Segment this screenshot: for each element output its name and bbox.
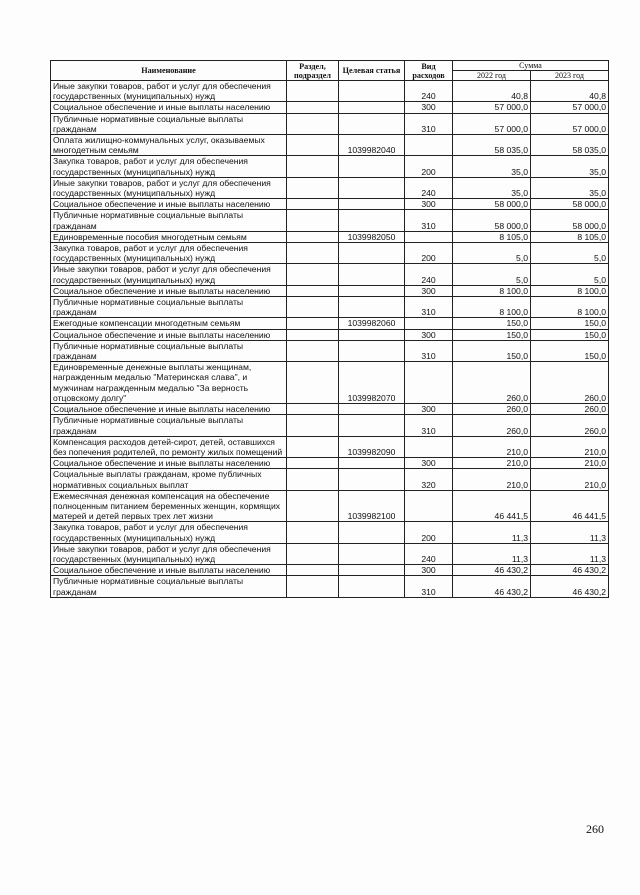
- row-name: Иные закупки товаров, работ и услуг для обеспечения государственных (муниципальных) нужд: [51, 543, 287, 564]
- row-sum-2022: 8 105,0: [453, 231, 531, 242]
- row-target: [339, 458, 405, 469]
- row-name: Публичные нормативные социальные выплаты гражданам: [51, 113, 287, 134]
- row-sum-2022: 35,0: [453, 156, 531, 177]
- row-section: [287, 297, 339, 318]
- row-sum-2023: 210,0: [531, 469, 609, 490]
- row-section: [287, 490, 339, 522]
- row-sum-2022: 40,8: [453, 81, 531, 102]
- row-name: Иные закупки товаров, работ и услуг для обеспечения государственных (муниципальных) нужд: [51, 81, 287, 102]
- row-target: [339, 113, 405, 134]
- table-row: [51, 264, 609, 285]
- table-row: [51, 404, 609, 415]
- row-sum-2022: 57 000,0: [453, 102, 531, 113]
- row-section: [287, 576, 339, 597]
- row-name: Социальное обеспечение и иные выплаты населению: [51, 102, 287, 113]
- row-section: [287, 113, 339, 134]
- row-section: [287, 340, 339, 361]
- row-name: Компенсация расходов детей-сирот, детей, оставшихся без попечения родителей, по ремонту жилых помещений: [51, 436, 287, 457]
- row-kind: 310: [405, 576, 453, 597]
- table-row: [51, 329, 609, 340]
- row-section: [287, 135, 339, 156]
- row-section: [287, 436, 339, 457]
- row-target: [339, 177, 405, 198]
- row-name: Публичные нормативные социальные выплаты гражданам: [51, 297, 287, 318]
- table-row: [51, 113, 609, 134]
- row-section: [287, 156, 339, 177]
- row-sum-2022: 35,0: [453, 177, 531, 198]
- row-kind: [405, 362, 453, 404]
- row-sum-2023: 260,0: [531, 362, 609, 404]
- table-row: [51, 469, 609, 490]
- row-kind: 310: [405, 415, 453, 436]
- row-target: [339, 340, 405, 361]
- row-target: [339, 543, 405, 564]
- row-section: [287, 458, 339, 469]
- row-name: Закупка товаров, работ и услуг для обеспечения государственных (муниципальных) нужд: [51, 243, 287, 264]
- row-kind: 300: [405, 285, 453, 296]
- header-name: Наименование: [51, 61, 287, 81]
- row-kind: 310: [405, 113, 453, 134]
- table-row: [51, 362, 609, 404]
- row-sum-2023: 150,0: [531, 329, 609, 340]
- row-target: [339, 210, 405, 231]
- table-row: [51, 135, 609, 156]
- row-sum-2023: 11,3: [531, 543, 609, 564]
- table-row: [51, 576, 609, 597]
- row-name: Закупка товаров, работ и услуг для обеспечения государственных (муниципальных) нужд: [51, 156, 287, 177]
- row-kind: 300: [405, 565, 453, 576]
- row-kind: 310: [405, 340, 453, 361]
- row-sum-2023: 57 000,0: [531, 102, 609, 113]
- table-row: [51, 199, 609, 210]
- header-target: Целевая статья: [339, 61, 405, 81]
- row-section: [287, 565, 339, 576]
- row-kind: 240: [405, 81, 453, 102]
- row-name: Единовременные денежные выплаты женщинам, награжденным медалью "Материнская слава", и мужчинам награжденным медалью "За верность отцовскому долгу": [51, 362, 287, 404]
- row-name: Иные закупки товаров, работ и услуг для обеспечения государственных (муниципальных) нужд: [51, 264, 287, 285]
- row-target: [339, 522, 405, 543]
- row-target: 1039982100: [339, 490, 405, 522]
- row-section: [287, 329, 339, 340]
- row-sum-2022: 5,0: [453, 243, 531, 264]
- row-name: Социальное обеспечение и иные выплаты населению: [51, 329, 287, 340]
- row-sum-2022: 210,0: [453, 458, 531, 469]
- table-row: [51, 243, 609, 264]
- row-sum-2022: 8 100,0: [453, 285, 531, 296]
- row-target: [339, 156, 405, 177]
- row-name: Социальное обеспечение и иные выплаты населению: [51, 285, 287, 296]
- row-section: [287, 285, 339, 296]
- row-sum-2022: 11,3: [453, 522, 531, 543]
- row-name: Социальное обеспечение и иные выплаты населению: [51, 199, 287, 210]
- row-sum-2023: 58 000,0: [531, 199, 609, 210]
- row-kind: 300: [405, 102, 453, 113]
- row-kind: 240: [405, 177, 453, 198]
- row-name: Единовременные пособия многодетным семьям: [51, 231, 287, 242]
- row-section: [287, 102, 339, 113]
- row-kind: 300: [405, 458, 453, 469]
- table-row: [51, 543, 609, 564]
- row-target: 1039982060: [339, 318, 405, 329]
- row-name: Публичные нормативные социальные выплаты гражданам: [51, 415, 287, 436]
- row-target: [339, 264, 405, 285]
- row-section: [287, 199, 339, 210]
- row-sum-2023: 11,3: [531, 522, 609, 543]
- row-sum-2023: 260,0: [531, 404, 609, 415]
- row-sum-2023: 46 441,5: [531, 490, 609, 522]
- table-row: [51, 285, 609, 296]
- row-section: [287, 81, 339, 102]
- row-sum-2022: 46 430,2: [453, 565, 531, 576]
- row-sum-2022: 58 000,0: [453, 210, 531, 231]
- row-section: [287, 264, 339, 285]
- row-target: 1039982040: [339, 135, 405, 156]
- header-kind: Вид расходов: [405, 61, 453, 81]
- budget-table: [50, 60, 609, 598]
- row-sum-2022: 58 035,0: [453, 135, 531, 156]
- row-target: [339, 199, 405, 210]
- row-target: [339, 329, 405, 340]
- table-row: [51, 318, 609, 329]
- header-sum: Сумма: [453, 61, 609, 71]
- row-sum-2022: 260,0: [453, 415, 531, 436]
- row-kind: 310: [405, 210, 453, 231]
- row-sum-2023: 35,0: [531, 156, 609, 177]
- row-section: [287, 177, 339, 198]
- table-row: [51, 177, 609, 198]
- table-row: [51, 231, 609, 242]
- row-target: [339, 102, 405, 113]
- row-sum-2022: 58 000,0: [453, 199, 531, 210]
- table-row: [51, 490, 609, 522]
- row-sum-2022: 260,0: [453, 362, 531, 404]
- row-sum-2023: 58 000,0: [531, 210, 609, 231]
- row-sum-2022: 5,0: [453, 264, 531, 285]
- row-section: [287, 404, 339, 415]
- table-row: [51, 156, 609, 177]
- row-kind: 300: [405, 199, 453, 210]
- row-kind: [405, 231, 453, 242]
- row-sum-2022: 46 430,2: [453, 576, 531, 597]
- row-sum-2023: 8 100,0: [531, 285, 609, 296]
- row-kind: 300: [405, 404, 453, 415]
- row-section: [287, 362, 339, 404]
- row-sum-2022: 46 441,5: [453, 490, 531, 522]
- row-kind: 200: [405, 156, 453, 177]
- row-target: [339, 297, 405, 318]
- row-sum-2022: 210,0: [453, 469, 531, 490]
- row-name: Социальное обеспечение и иные выплаты населению: [51, 565, 287, 576]
- row-sum-2022: 150,0: [453, 318, 531, 329]
- row-target: [339, 404, 405, 415]
- page-number: 260: [586, 822, 604, 836]
- row-section: [287, 522, 339, 543]
- row-sum-2023: 58 035,0: [531, 135, 609, 156]
- row-kind: 310: [405, 297, 453, 318]
- row-sum-2022: 57 000,0: [453, 113, 531, 134]
- row-target: [339, 565, 405, 576]
- row-target: 1039982090: [339, 436, 405, 457]
- header-year-2022: 2022 год: [453, 71, 531, 81]
- row-sum-2023: 150,0: [531, 340, 609, 361]
- row-sum-2023: 210,0: [531, 458, 609, 469]
- row-section: [287, 415, 339, 436]
- row-kind: 200: [405, 522, 453, 543]
- row-sum-2023: 46 430,2: [531, 576, 609, 597]
- row-sum-2022: 150,0: [453, 340, 531, 361]
- row-name: Оплата жилищно-коммунальных услуг, оказываемых многодетным семьям: [51, 135, 287, 156]
- table-row: [51, 210, 609, 231]
- row-target: [339, 576, 405, 597]
- header-year-2023: 2023 год: [531, 71, 609, 81]
- row-name: Публичные нормативные социальные выплаты гражданам: [51, 576, 287, 597]
- row-name: Ежегодные компенсации многодетным семьям: [51, 318, 287, 329]
- row-sum-2023: 35,0: [531, 177, 609, 198]
- row-section: [287, 231, 339, 242]
- row-sum-2023: 46 430,2: [531, 565, 609, 576]
- row-section: [287, 318, 339, 329]
- row-kind: [405, 318, 453, 329]
- table-row: [51, 102, 609, 113]
- row-sum-2023: 8 100,0: [531, 297, 609, 318]
- row-kind: 240: [405, 264, 453, 285]
- row-kind: 300: [405, 329, 453, 340]
- table-row: [51, 522, 609, 543]
- row-target: 1039982070: [339, 362, 405, 404]
- row-section: [287, 543, 339, 564]
- table-row: [51, 297, 609, 318]
- row-target: [339, 469, 405, 490]
- table-row: [51, 340, 609, 361]
- row-name: Публичные нормативные социальные выплаты гражданам: [51, 340, 287, 361]
- row-kind: [405, 490, 453, 522]
- row-name: Социальное обеспечение и иные выплаты населению: [51, 458, 287, 469]
- row-sum-2023: 57 000,0: [531, 113, 609, 134]
- table-row: [51, 415, 609, 436]
- table-row: [51, 458, 609, 469]
- row-sum-2023: 40,8: [531, 81, 609, 102]
- row-sum-2023: 260,0: [531, 415, 609, 436]
- table-row: [51, 436, 609, 457]
- header-section: Раздел, подраздел: [287, 61, 339, 81]
- table-row: [51, 81, 609, 102]
- row-target: [339, 415, 405, 436]
- row-sum-2022: 210,0: [453, 436, 531, 457]
- row-sum-2022: 8 100,0: [453, 297, 531, 318]
- row-sum-2022: 150,0: [453, 329, 531, 340]
- header-row: [51, 61, 609, 71]
- row-sum-2023: 8 105,0: [531, 231, 609, 242]
- row-kind: 320: [405, 469, 453, 490]
- row-kind: 200: [405, 243, 453, 264]
- row-sum-2023: 210,0: [531, 436, 609, 457]
- row-name: Ежемесячная денежная компенсация на обеспечение полноценным питанием беременных женщин, кормящих матерей и детей первых трех лет жизни: [51, 490, 287, 522]
- row-target: 1039982050: [339, 231, 405, 242]
- row-section: [287, 243, 339, 264]
- row-sum-2022: 11,3: [453, 543, 531, 564]
- row-name: Социальное обеспечение и иные выплаты населению: [51, 404, 287, 415]
- row-sum-2023: 5,0: [531, 243, 609, 264]
- row-section: [287, 469, 339, 490]
- row-kind: 240: [405, 543, 453, 564]
- row-sum-2023: 150,0: [531, 318, 609, 329]
- row-target: [339, 81, 405, 102]
- row-kind: [405, 135, 453, 156]
- row-target: [339, 285, 405, 296]
- row-kind: [405, 436, 453, 457]
- row-sum-2023: 5,0: [531, 264, 609, 285]
- row-name: Закупка товаров, работ и услуг для обеспечения государственных (муниципальных) нужд: [51, 522, 287, 543]
- row-sum-2022: 260,0: [453, 404, 531, 415]
- row-section: [287, 210, 339, 231]
- row-name: Социальные выплаты гражданам, кроме публичных нормативных социальных выплат: [51, 469, 287, 490]
- row-name: Иные закупки товаров, работ и услуг для обеспечения государственных (муниципальных) нужд: [51, 177, 287, 198]
- table-row: [51, 565, 609, 576]
- row-name: Публичные нормативные социальные выплаты гражданам: [51, 210, 287, 231]
- table-body: [51, 81, 609, 598]
- row-target: [339, 243, 405, 264]
